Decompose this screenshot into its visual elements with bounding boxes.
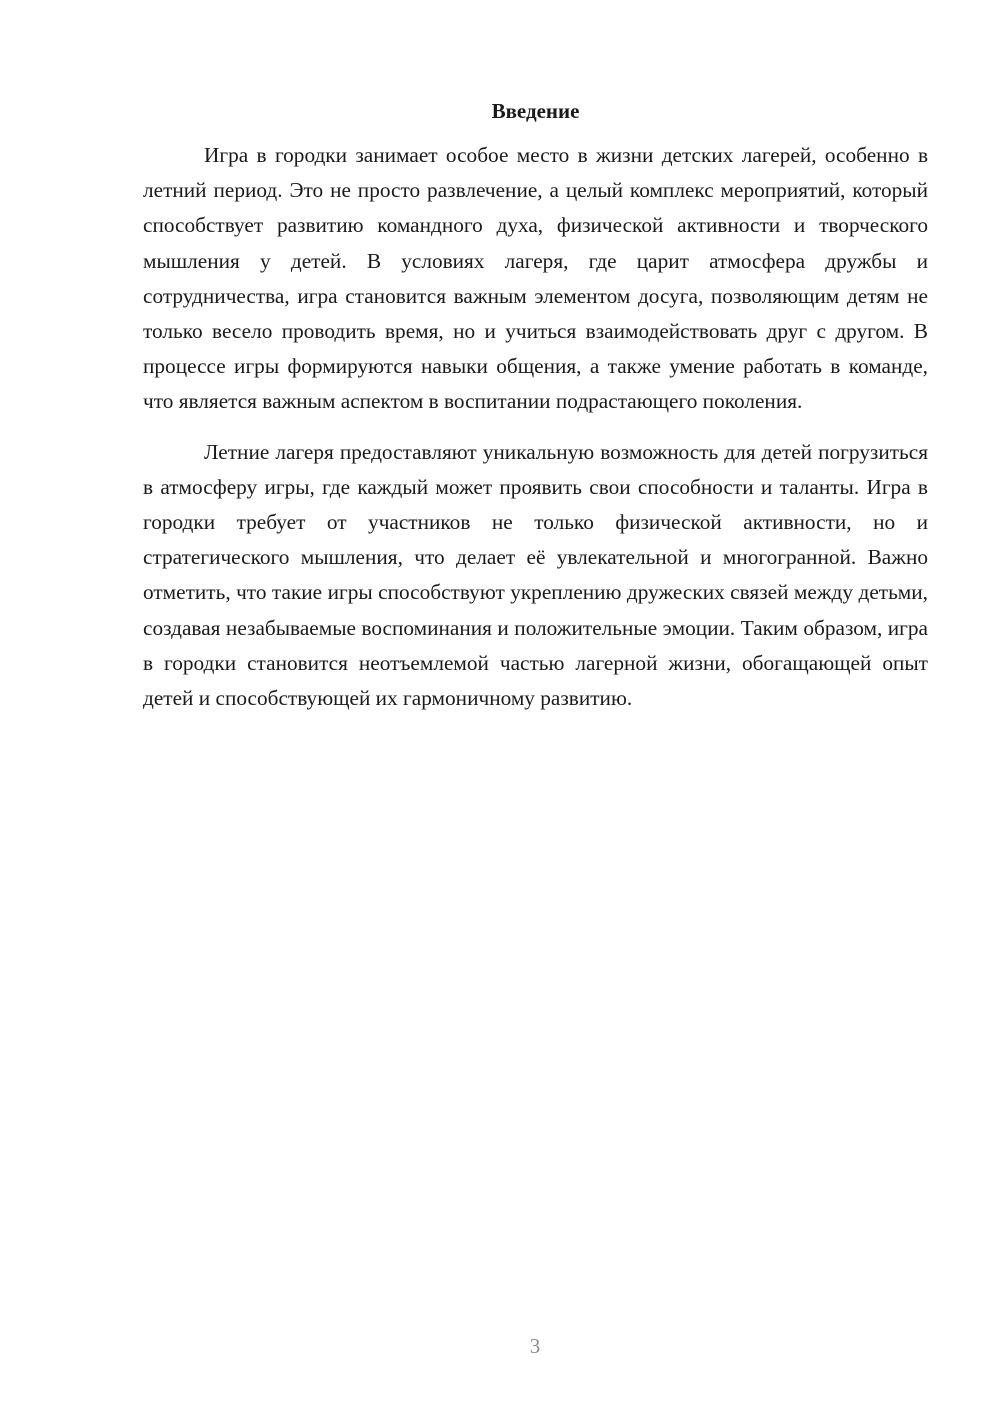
body-paragraph-1: Игра в городки занимает особое место в жизни детских лагерей, особенно в летний период. Это не просто развлечение, а целый комплекс мероприятий, который способствует развитию командного духа, физической активности и творческого мышления у детей. В условиях лагеря, где царит атмосфера дружбы и сотрудничества, игра становится важным элементом досуга, позволяющим детям не только весело проводить время, но и учиться взаимодействовать друг с другом. В процессе игры формируются навыки общения, а также умение работать в команде, что является важным аспектом в воспитании подрастающего поколения.	[143, 143, 928, 414]
page-number: 3	[529, 1334, 541, 1358]
section-heading: Введение	[491, 99, 580, 123]
page-content	[143, 95, 928, 716]
body-paragraph-2: Летние лагеря предоставляют уникальную возможность для детей погрузиться в атмосферу игры, где каждый может проявить свои способности и таланты. Игра в городки требует от участников не только физической активности, но и стратегического мышления, что делает её увлекательной и многогранной. Важно отметить, что такие игры способствуют укреплению дружеских связей между детьми, создавая незабываемые воспоминания и положительные эмоции. Таким образом, игра в городки становится неотъемлемой частью лагерной жизни, обогащающей опыт детей и способствующей их гармоничному развитию.	[143, 439, 928, 711]
